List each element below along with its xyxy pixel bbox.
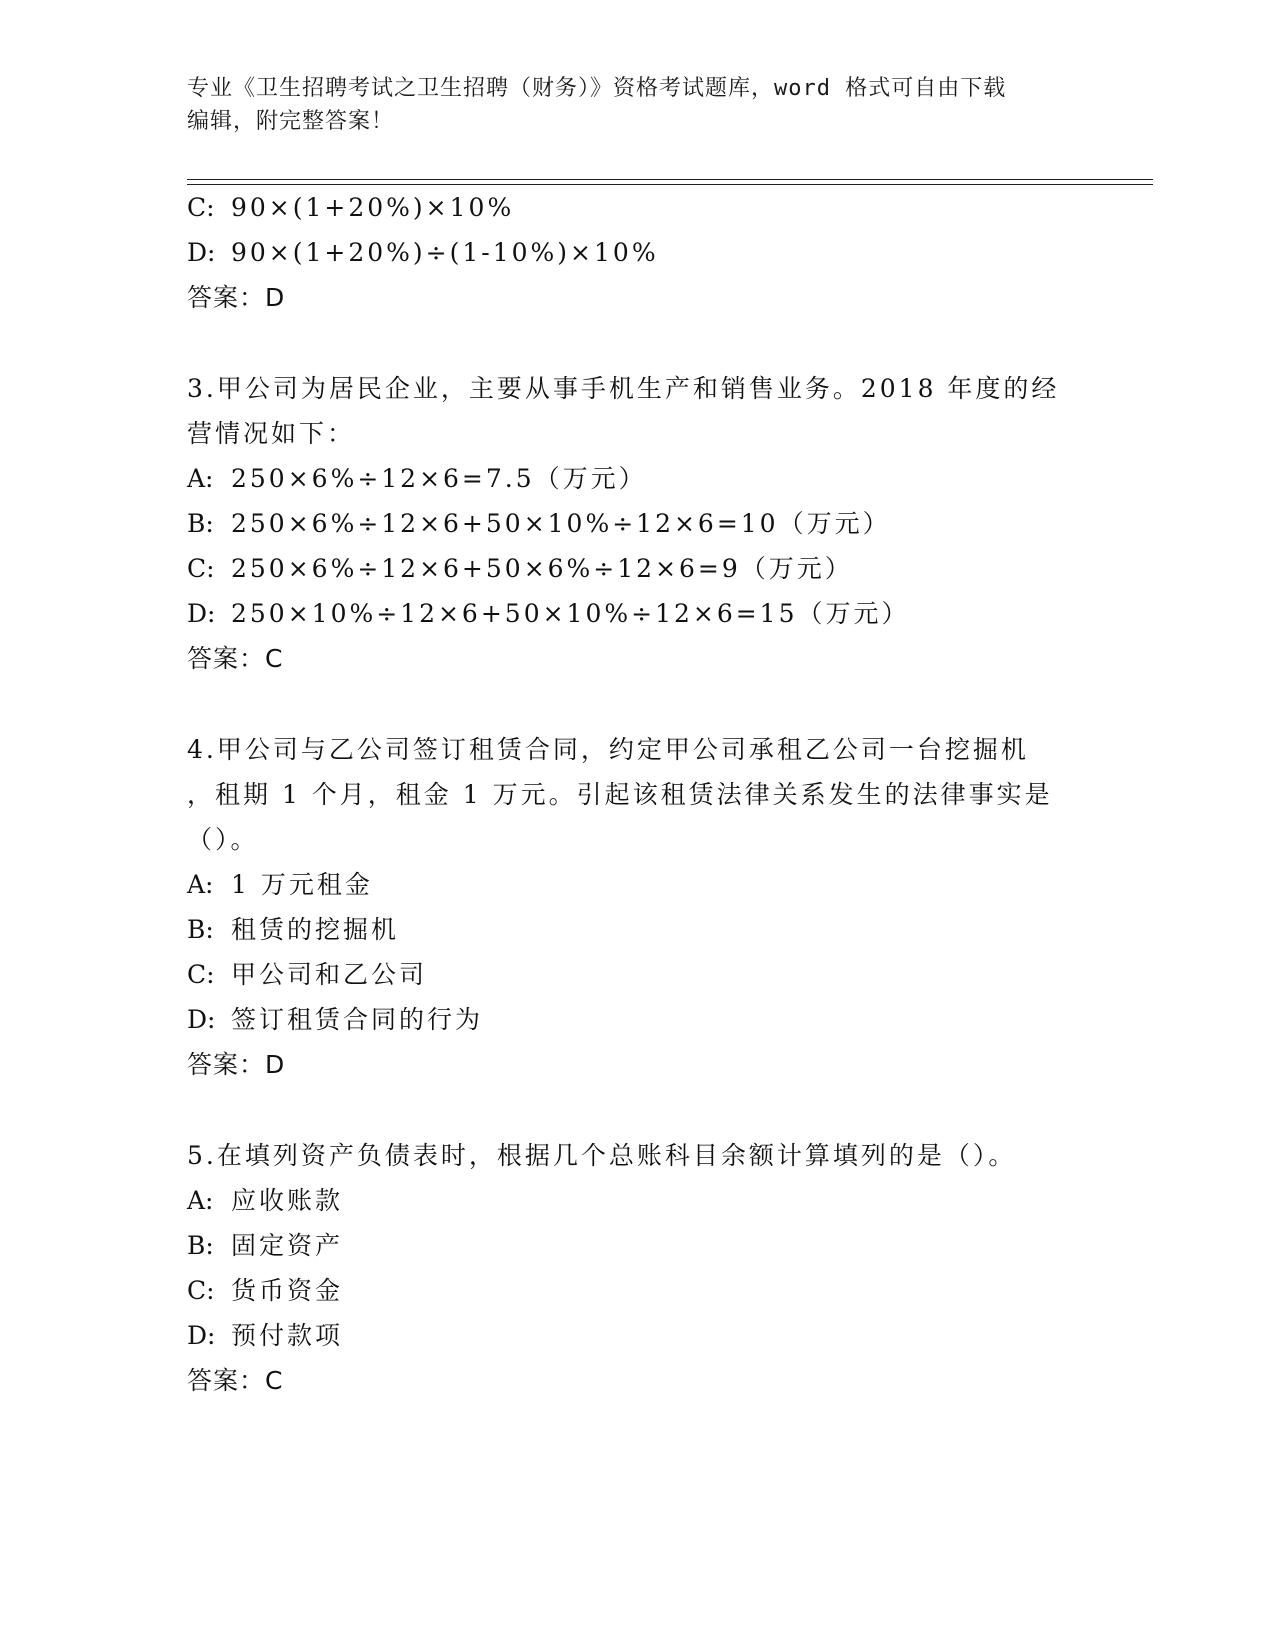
q3-option-b [187,509,891,539]
q2-option-d [187,238,659,268]
header-line-1: 专业《卫生招聘考试之卫生招聘（财务）》资格考试题库，word 格式可自由下载 [187,76,1007,101]
q4-option-d [187,1005,483,1035]
option-label: C: [187,960,215,989]
option-text: 应收账款 [231,1186,344,1215]
q4-stem-line-3: （）。 [187,825,259,854]
document-header [187,72,1087,138]
option-label: A: [187,464,214,493]
q2-option-c [187,193,514,223]
option-label: C: [187,554,215,583]
option-text: 甲公司和乙公司 [231,960,428,989]
option-text: 250×6%÷12×6=7.5（万元） [231,464,647,493]
q2-answer: 答案：D [187,283,286,312]
option-label: D: [187,238,216,267]
q4-option-a [187,870,373,900]
option-text: 货币资金 [231,1276,344,1305]
option-label: A: [187,870,214,899]
option-text: 签订租赁合同的行为 [231,1005,484,1034]
option-text: 预付款项 [231,1321,344,1350]
q3-option-a [187,464,647,494]
option-label: B: [187,509,214,538]
option-text: 1 万元租金 [231,870,373,899]
q5-option-a [187,1186,343,1216]
option-label: C: [187,1276,215,1305]
header-divider-bottom [187,184,1153,185]
option-label: A: [187,1186,214,1215]
q3-option-d [187,599,910,629]
q5-option-d [187,1321,343,1351]
q5-option-c [187,1276,343,1306]
option-text: 租赁的挖掘机 [231,915,400,944]
option-text: 90×(1+20%)÷(1-10%)×10% [231,238,659,267]
q5-answer: 答案：C [187,1366,284,1395]
option-label: B: [187,915,214,944]
option-text: 90×(1+20%)×10% [231,193,515,222]
option-label: C: [187,193,215,222]
q4-stem-line-1: 4.甲公司与乙公司签订租赁合同，约定甲公司承租乙公司一台挖掘机 [187,735,1029,764]
option-text: 250×10%÷12×6+50×10%÷12×6=15（万元） [231,599,910,628]
q3-option-c [187,554,853,584]
option-text: 250×6%÷12×6+50×10%÷12×6=10（万元） [231,509,891,538]
option-label: D: [187,1321,216,1350]
option-label: D: [187,1005,216,1034]
q4-stem-line-2: ，租期 1 个月，租金 1 万元。引起该租赁法律关系发生的法律事实是 [187,780,1053,809]
option-label: D: [187,599,216,628]
option-label: B: [187,1231,214,1260]
q4-option-c [187,960,427,990]
header-divider-top [187,179,1153,180]
q3-answer: 答案：C [187,644,284,673]
option-text: 250×6%÷12×6+50×6%÷12×6=9（万元） [231,554,853,583]
q4-answer: 答案：D [187,1050,286,1079]
header-line-2: 编辑，附完整答案！ [187,109,395,134]
q5-stem-line-1: 5.在填列资产负债表时，根据几个总账科目余额计算填列的是（）。 [187,1141,1017,1170]
option-text: 固定资产 [231,1231,344,1260]
q3-stem-line-2: 营情况如下： [187,419,356,448]
q5-option-b [187,1231,343,1261]
q4-option-b [187,915,399,945]
q3-stem-line-1: 3.甲公司为居民企业，主要从事手机生产和销售业务。2018 年度的经 [187,374,1060,403]
